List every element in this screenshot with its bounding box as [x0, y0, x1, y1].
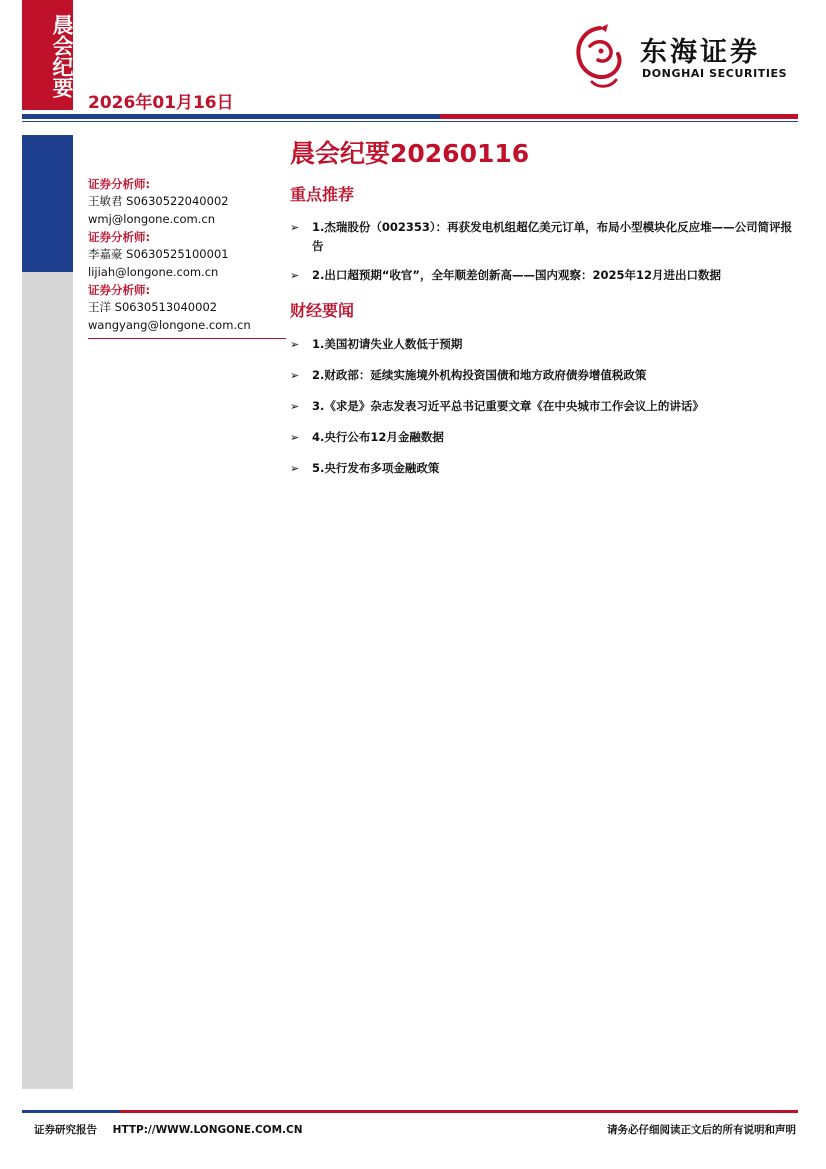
list-item[interactable] [290, 335, 800, 354]
news-list [290, 335, 800, 490]
arrow-bullet-icon: ➢ [290, 431, 300, 444]
footer-report-type: 证券研究报告 [34, 1124, 97, 1136]
analyst-email: wmj@longone.com.cn [88, 212, 216, 226]
report-date: 2026年01月16日 [88, 93, 234, 113]
analyst-card [88, 282, 286, 334]
arrow-bullet-icon: ➢ [290, 369, 300, 382]
footer-rule-accent [120, 1110, 798, 1113]
logo-chinese-name: 东海证券 [640, 37, 760, 68]
list-item-text: 1.杰瑞股份（002353）：再获发电机组超亿美元订单，布局小型模块化反应堆——公司简评报告 [312, 220, 793, 253]
analyst-name-cert: 李嘉豪 S0630525100001 [88, 247, 229, 261]
analyst-card [88, 229, 286, 281]
list-item[interactable] [290, 266, 800, 285]
analyst-email: wangyang@longone.com.cn [88, 318, 251, 332]
header-rule-thin [22, 121, 798, 122]
list-item-text: 3.《求是》杂志发表习近平总书记重要文章《在中央城市工作会议上的讲话》 [312, 399, 704, 413]
list-item[interactable] [290, 397, 800, 416]
analyst-list [88, 176, 286, 335]
analyst-email: lijiah@longone.com.cn [88, 265, 219, 279]
header-rule-accent [440, 114, 798, 119]
sidebar-block-gray [22, 272, 73, 1089]
analyst-label: 证券分析师: [88, 177, 151, 191]
list-item-text: 4.央行公布12月金融数据 [312, 430, 444, 444]
analyst-label: 证券分析师: [88, 230, 151, 244]
logo-english-name: DONGHAI SECURITIES [642, 67, 788, 80]
report-type-tag-text: 晨会纪要 [50, 14, 74, 98]
analyst-divider [88, 338, 286, 339]
analyst-card [88, 176, 286, 228]
section-title-recommend: 重点推荐 [290, 185, 355, 204]
arrow-bullet-icon: ➢ [290, 400, 300, 413]
page-title: 晨会纪要20260116 [290, 139, 530, 168]
arrow-bullet-icon: ➢ [290, 462, 300, 475]
analyst-label: 证券分析师: [88, 283, 151, 297]
footer-disclaimer: 请务必仔细阅读正文后的所有说明和声明 [607, 1124, 796, 1136]
list-item[interactable] [290, 459, 800, 478]
footer-left [34, 1122, 315, 1137]
section-title-news: 财经要闻 [290, 301, 355, 320]
sidebar-block-blue [22, 135, 73, 272]
analyst-name-cert: 王敏君 S0630522040002 [88, 194, 229, 208]
arrow-bullet-icon: ➢ [290, 221, 300, 234]
list-item-text: 5.央行发布多项金融政策 [312, 461, 440, 475]
list-item[interactable] [290, 428, 800, 447]
report-type-tag [22, 0, 73, 110]
analyst-name-cert: 王洋 S0630513040002 [88, 300, 218, 314]
arrow-bullet-icon: ➢ [290, 269, 300, 282]
arrow-bullet-icon: ➢ [290, 338, 300, 351]
recommend-list [290, 218, 800, 295]
list-item[interactable] [290, 218, 800, 256]
list-item-text: 2.财政部：延续实施境外机构投资国债和地方政府债券增值税政策 [312, 368, 647, 382]
footer-url-link[interactable]: HTTP://WWW.LONGONE.COM.CN [112, 1124, 303, 1136]
list-item-text: 2.出口超预期“收官”，全年顺差创新高——国内观察：2025年12月进出口数据 [312, 268, 721, 282]
list-item[interactable] [290, 366, 800, 385]
list-item-text: 1.美国初请失业人数低于预期 [312, 337, 463, 351]
dragon-logo-icon [570, 22, 626, 92]
